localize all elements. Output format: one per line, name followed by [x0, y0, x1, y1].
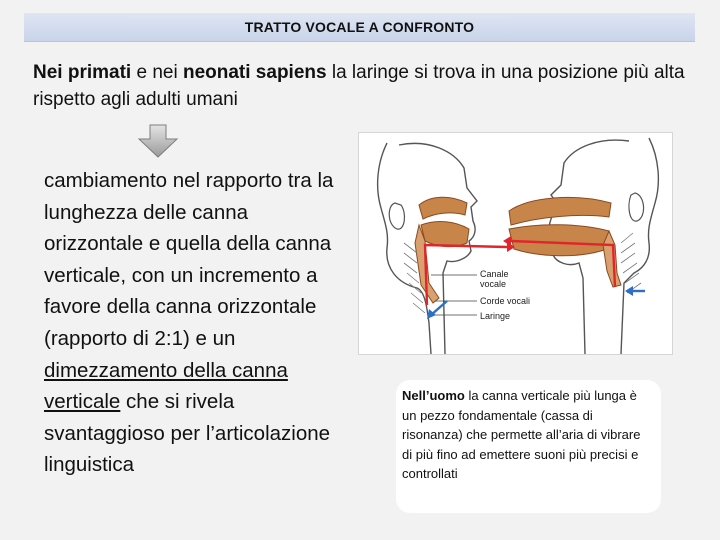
- label-corde-vocali: Corde vocali: [480, 296, 531, 306]
- right-pharynx: [603, 231, 621, 287]
- caption-box: [396, 380, 661, 513]
- caption-bold: Nell’uomo: [402, 388, 465, 403]
- label-laringe: Laringe: [480, 311, 511, 321]
- right-nasal-cavity: [509, 197, 611, 225]
- body-text-end: che si rivela svantaggioso per l’articolazione linguistica: [44, 390, 331, 477]
- body-underlined: dimezzamento della canna verticale: [44, 358, 288, 414]
- left-oral-cavity: [421, 222, 469, 247]
- left-face-profile: [399, 143, 477, 354]
- intro-bold-primati: Nei primati: [33, 62, 132, 83]
- right-blue-arrowhead: [625, 286, 633, 296]
- title-bar: [24, 13, 695, 42]
- label-canale: Canale: [480, 269, 509, 279]
- body-text-start: cambiamento nel rapporto tra la lunghezza delle canna orizzontale e quella della canna verticale, con un incremento a favore della canna orizzontale (rapporto di 2:1) e un: [44, 169, 334, 350]
- vocal-tract-figure: [358, 132, 673, 355]
- intro-text: [33, 59, 693, 113]
- left-nasal-cavity: [419, 197, 467, 219]
- left-ear: [389, 203, 404, 229]
- right-oral-cavity: [509, 225, 609, 256]
- right-ear: [629, 193, 644, 221]
- intro-connector: e nei: [131, 62, 183, 83]
- label-vocale: vocale: [480, 279, 507, 289]
- intro-rest: la laringe si trova in una posizione più alta rispetto agli adulti umani: [33, 62, 685, 110]
- caption-text: la canna verticale più lunga è un pezzo fondamentale (cassa di risonanza) che permette all’aria di vibrare di più fino ad emettere suoni più precisi e controllati: [402, 388, 641, 481]
- body-text: [44, 165, 349, 481]
- intro-bold-neonati: neonati sapiens: [182, 62, 327, 83]
- down-arrow-icon: [137, 124, 179, 158]
- right-head-outline: [621, 138, 658, 354]
- vocal-tract-illustration: [359, 133, 672, 354]
- page-title: TRATTO VOCALE A CONFRONTO: [244, 19, 475, 35]
